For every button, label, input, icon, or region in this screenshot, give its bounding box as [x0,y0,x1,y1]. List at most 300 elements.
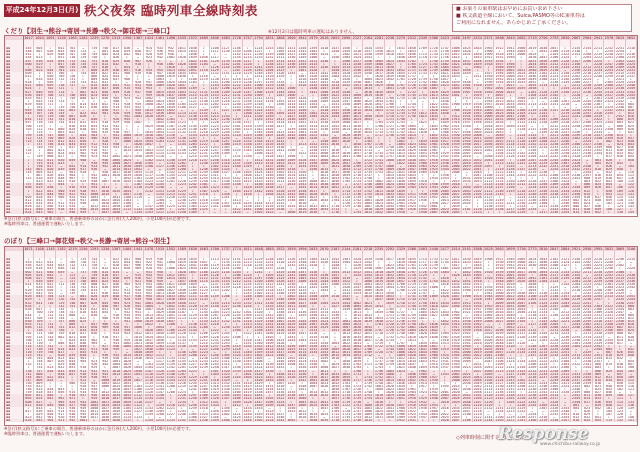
time-cell: 1946 [462,130,471,134]
station-cell: ▪▪ [5,131,23,134]
time-cell: 1039 [166,301,175,305]
time-cell: … [176,186,187,189]
time-cell: 2206 [561,304,570,308]
time-cell: ﾚ [571,128,582,131]
time-cell: 933 [154,47,165,50]
time-cell: 1820 [418,326,427,330]
time-cell: 1957 [495,289,504,293]
time-cell: 1552 [298,183,307,187]
time-cell: 938 [122,317,133,320]
time-cell: ﾚ [352,159,363,162]
time-cell: 708 [45,94,56,97]
time-cell: 2352 [561,208,570,212]
time-cell: … [133,271,144,274]
time-cell: 2235 [572,109,581,113]
time-cell: 012 [582,190,593,193]
time-cell: ﾚ [384,289,395,292]
time-cell: 653 [56,264,67,267]
time-cell: 1141 [221,267,230,271]
time-cell: ﾚ [319,131,330,134]
time-cell: 957 [122,131,133,134]
time-cell: 2237 [593,71,603,75]
time-cell: 1446 [331,56,340,60]
time-cell: 1823 [440,84,449,88]
time-cell: ﾚ [111,183,122,186]
time-cell: 1531 [298,161,307,165]
station-cell: ▪▪ [5,274,23,277]
time-cell: 1631 [331,164,340,168]
time-cell: 1047 [188,270,197,274]
time-cell: 1310 [265,75,274,79]
time-cell: 2009 [495,301,504,305]
time-cell: 1854 [418,155,427,159]
time-cell: 1403 [265,335,274,339]
time-cell: 1935 [484,286,493,290]
time-cell: 1330 [287,56,296,60]
time-cell: 1755 [363,192,373,196]
time-cell: ﾚ [417,103,428,106]
time-cell: 1644 [385,286,395,290]
time-cell: 2030 [517,78,526,82]
time-cell: 1452 [265,180,274,184]
time-cell: 1731 [396,109,405,113]
time-cell: 1934 [495,59,504,63]
time-cell: … [374,118,385,121]
time-cell: 1609 [352,102,362,106]
time-cell: 559 [23,267,34,270]
time-cell: 1247 [254,276,263,280]
time-cell: 1226 [221,313,230,317]
time-cell: … [100,177,111,180]
time-cell: ﾚ [571,267,582,270]
time-cell: ﾚ [45,63,56,66]
time-cell: 1346 [232,170,241,174]
time-cell: 1104 [199,62,208,66]
time-cell: 2227 [517,198,526,202]
time-cell: 734 [45,326,56,329]
time-cell: 1234 [243,282,252,286]
time-cell: 813 [67,121,78,124]
time-cell: ﾚ [439,326,450,329]
time-cell: 1005 [144,99,154,103]
time-cell: 1535 [177,36,187,40]
time-cell: 1804 [429,84,438,88]
time-cell: ﾚ [78,131,89,134]
time-cell: 2051 [484,158,493,162]
time-cell: … [604,131,615,134]
time-cell: 1828 [396,167,405,171]
time-cell: 2230 [593,270,603,274]
time-cell: 2233 [550,146,559,150]
time-cell: 124 [614,205,625,208]
time-cell: 1113 [166,130,175,134]
time-cell: 1731 [429,50,438,54]
time-cell: 906 [100,323,111,326]
station-cell: ▪▪ [5,149,23,152]
time-cell: 1654 [352,149,362,153]
time-cell: 936 [89,168,100,171]
time-cell: 2118 [550,68,559,72]
time-cell: ﾚ [231,186,242,189]
time-cell: 1526 [309,136,318,140]
time-cell: 2039 [517,87,526,91]
time-cell: 2356 [572,192,581,196]
time-cell: … [165,155,176,158]
time-cell: 2131 [539,307,548,311]
time-cell: 1826 [418,332,427,336]
time-cell: ﾚ [133,66,144,69]
time-cell: 1630 [385,65,395,69]
time-cell: … [100,168,111,171]
time-cell: ﾚ [395,295,406,298]
time-cell: 1941 [484,292,493,296]
time-cell: 014 [571,211,582,214]
time-cell: 1752 [407,316,416,320]
time-cell: 1407 [298,75,307,79]
time-cell: 1141 [210,81,219,85]
time-cell: … [417,100,428,103]
station-cell: ▪▪ [5,326,23,329]
time-cell: 1142 [221,62,230,66]
time-cell: 1808 [407,127,416,131]
time-cell: 1728 [363,164,373,168]
time-cell: 2319 [626,56,636,60]
time-cell: … [461,171,472,174]
time-cell: 2011 [440,195,449,199]
time-cell: 1323 [243,127,252,131]
time-cell: 2134 [495,183,504,187]
time-cell: 2238 [583,298,592,302]
time-cell: 1017 [144,112,154,116]
time-cell: 908 [111,100,122,103]
time-cell: 1256 [243,99,252,103]
time-cell: 2014 [473,140,482,143]
time-cell: 1925 [473,295,482,299]
time-cell: 2125 [561,56,570,60]
time-cell: 2023 [517,276,526,280]
time-cell: 1051 [166,313,175,317]
time-cell: 1223 [243,65,252,69]
time-cell: 1414 [276,121,285,125]
time-cell: 743 [78,277,89,280]
time-cell: 1149 [210,295,219,299]
time-cell: 1333 [287,59,296,63]
time-cell: 1428 [265,155,274,159]
time-cell: ﾚ [625,168,636,171]
time-cell: 1301 [265,65,274,69]
time-cell: 2254 [615,50,625,54]
time-cell: ﾚ [308,118,319,121]
time-cell: ﾚ [111,149,122,152]
time-cell: 923 [143,56,154,59]
time-cell: 1002 [144,96,154,100]
time-cell: 2127 [484,195,493,199]
time-cell: 944 [78,196,89,199]
time-cell: 2006 [517,53,526,57]
time-cell: 2152 [572,270,581,274]
time-cell: 1707 [407,270,416,274]
time-cell: … [231,308,242,311]
time-cell: … [220,190,231,193]
time-cell: 058 [625,159,636,162]
time-cell: 822 [67,131,78,134]
time-cell: ﾚ [450,112,461,115]
time-cell: 1610 [331,143,340,147]
time-cell: 2030 [484,136,493,140]
time-cell: 1522 [265,211,274,215]
time-cell: ﾚ [560,323,571,326]
time-cell: 1348 [221,192,230,196]
time-cell: … [593,202,604,205]
time-cell: ﾚ [494,323,505,326]
time-cell: 1535 [276,204,285,208]
time-cell: 1743 [363,180,373,184]
time-cell: 118 [614,199,625,202]
time-cell: 1215 [221,96,230,100]
time-cell: 1758 [407,323,416,327]
time-cell: … [286,81,297,84]
time-cell: 2140 [539,316,548,320]
time-cell: 1657 [396,279,405,283]
time-cell: 1607 [298,198,307,202]
time-cell: 1456 [309,105,318,109]
time-cell: 1353 [276,99,285,103]
time-cell: 1553 [352,292,362,296]
time-cell: … [483,274,494,277]
time-cell: 1833 [451,75,460,79]
time-cell: 916 [111,314,122,317]
time-cell: … [406,121,417,124]
time-cell: 853 [89,329,100,332]
time-cell: 2047 [539,56,548,60]
time-cell: 1114 [188,298,197,302]
time-cell: 2090 [341,36,351,40]
time-cell: 712 [56,78,67,81]
time-cell: 1813 [429,93,438,97]
time-cell: 2034 [495,121,504,125]
time-cell: 003 [614,121,625,124]
time-cell: 1209 [232,276,241,280]
time-cell: 1523 [342,75,351,79]
time-cell: 1139 [199,304,208,308]
time-cell: ﾚ [67,329,78,332]
time-cell: 2340 [561,195,570,199]
time-cell: 033 [582,211,593,214]
time-cell: 820 [89,295,100,298]
time-cell: 852 [100,103,111,106]
time-cell: 906 [122,78,133,81]
station-cell: ▪▪ [5,162,23,165]
time-cell: 1145 [221,65,230,69]
time-cell: 1527 [287,177,296,181]
time-cell: 820 [111,50,122,53]
time-cell: 1802 [374,180,384,184]
time-cell: 1137 [210,282,219,286]
time-cell: 006 [582,183,593,186]
time-cell: 1532 [352,270,362,274]
time-cell: ﾚ [34,72,45,75]
time-cell: 1538 [276,208,285,212]
time-cell: 2315 [593,316,603,320]
time-cell: 1920 [451,329,460,333]
time-cell: 2005 [517,258,526,262]
time-cell: ﾚ [45,56,56,59]
time-cell: 1729 [407,87,416,91]
time-cell: 2003 [451,167,460,171]
time-cell: 1723 [418,267,427,271]
time-cell: 826 [78,115,89,118]
time-cell: 1847 [451,295,460,299]
time-cell: 1605 [352,304,362,308]
time-cell: 1240 [243,289,252,293]
time-cell: 1410 [276,323,285,327]
time-cell: 2044 [506,112,515,116]
time-cell: 1355 [265,121,274,125]
time-cell: 859 [111,91,122,94]
time-cell: 1848 [254,247,263,251]
time-cell: 947 [122,326,133,329]
time-cell: 1155 [199,115,208,119]
time-cell: 756 [89,271,100,274]
time-cell: 2237 [561,130,570,134]
time-cell: 1518 [287,167,296,171]
time-cell: 843 [111,280,122,283]
time-cell: 2025 [528,53,537,57]
time-cell: 914 [143,47,154,50]
time-cell: … [472,78,483,81]
time-cell: 2138 [572,50,581,54]
time-cell: 1414 [287,307,296,311]
time-cell: 1720 [407,78,416,82]
time-cell: 1356 [243,161,252,165]
time-cell: 1736 [352,192,362,196]
time-cell: ﾚ [111,94,122,97]
time-cell: 642 [34,292,45,295]
time-cell: 1915 [484,59,493,63]
time-cell: 1910 [396,211,405,215]
time-cell: 614 [23,283,34,286]
time-cell: 1638 [374,93,384,97]
station-cell: ▪▪ [5,152,23,155]
time-cell: 2208 [539,140,548,143]
time-cell: 1808 [418,313,427,317]
time-cell: 952 [143,292,154,295]
time-cell: 1434 [298,102,307,106]
time-cell: 1407 [265,133,274,137]
time-cell: 715 [34,326,45,329]
time-cell: 759 [89,274,100,277]
time-cell: 1535 [352,273,362,277]
time-cell: 1344 [276,90,285,94]
time-cell: 2005 [484,316,493,320]
time-cell: 629 [23,298,34,301]
time-cell: 1258 [265,62,274,66]
time-cell: 1101 [199,59,208,63]
time-cell: 1711 [342,186,351,190]
time-cell: 018 [625,323,636,326]
time-cell: 1729 [374,146,384,150]
time-cell: 1204 [232,65,241,69]
time-cell: 640 [34,84,45,87]
time-cell: 1540 [331,112,340,116]
time-cell: 1701 [396,78,405,82]
time-cell: 1250 [254,279,263,283]
time-cell: 2327 [615,84,625,88]
time-cell: 1252 [243,301,252,305]
time-cell: 956 [154,277,165,280]
time-cell: 1617 [374,71,384,75]
time-cell: 2164 [363,36,373,40]
time-cell: 1217 [243,59,252,63]
time-cell: 2115 [550,65,559,69]
time-cell: 638 [23,308,34,311]
time-cell: 1548 [320,140,329,143]
time-cell: … [187,109,198,112]
time-cell: 1600 [352,93,362,97]
time-cell: 1456 [342,47,351,51]
time-cell: 2101 [495,149,504,153]
time-cell: 1509 [320,99,329,103]
time-cell: 812 [100,267,111,270]
time-cell: 1026 [112,180,121,184]
time-cell: 1829 [407,149,416,153]
time-cell: ﾚ [538,286,549,289]
time-cell: 1204 [199,124,208,128]
time-cell: 1906 [462,295,471,299]
time-cell: 1220 [243,62,252,66]
time-cell: 831 [100,81,111,84]
time-cell: … [78,47,89,50]
time-cell: 623 [23,292,34,295]
time-cell: 1536 [331,313,340,317]
time-cell: 1103 [199,267,208,271]
time-cell: ﾚ [516,63,527,66]
time-cell: 1407 [309,261,318,265]
time-cell: ﾚ [604,211,615,214]
time-cell: 2150 [550,307,559,311]
time-cell: 1811 [440,71,449,75]
time-cell: 2121 [561,258,570,262]
time-cell: 1920 [473,84,482,88]
time-cell: 2114 [506,143,515,147]
time-cell: 2308 [539,201,548,205]
time-cell: 1936 [462,326,471,330]
time-cell: 1603 [363,282,373,286]
time-cell: ﾚ [549,112,560,115]
time-cell: 1526 [276,195,285,199]
time-cell: 1228 [232,90,241,94]
time-cell: ﾚ [384,94,395,97]
time-cell: 1535 [309,146,318,150]
time-cell: 1035 [177,71,186,75]
time-cell: 1103 [155,140,164,143]
time-cell: 1949 [506,261,515,265]
time-cell: … [560,106,571,109]
time-cell: 1842 [385,201,395,205]
time-cell: 1112 [122,208,132,212]
time-cell: 943 [100,155,111,158]
time-cell: 2307 [604,289,614,293]
time-cell: 1825 [462,47,471,51]
time-cell: 2346 [593,143,603,147]
time-cell: ﾚ [527,106,538,109]
time-cell: 1429 [309,78,318,82]
time-cell: 2254 [583,109,592,113]
time-cell: … [384,143,395,146]
time-cell: 757 [89,66,100,69]
time-cell: ﾚ [527,100,538,103]
time-cell: 1235 [243,78,252,82]
